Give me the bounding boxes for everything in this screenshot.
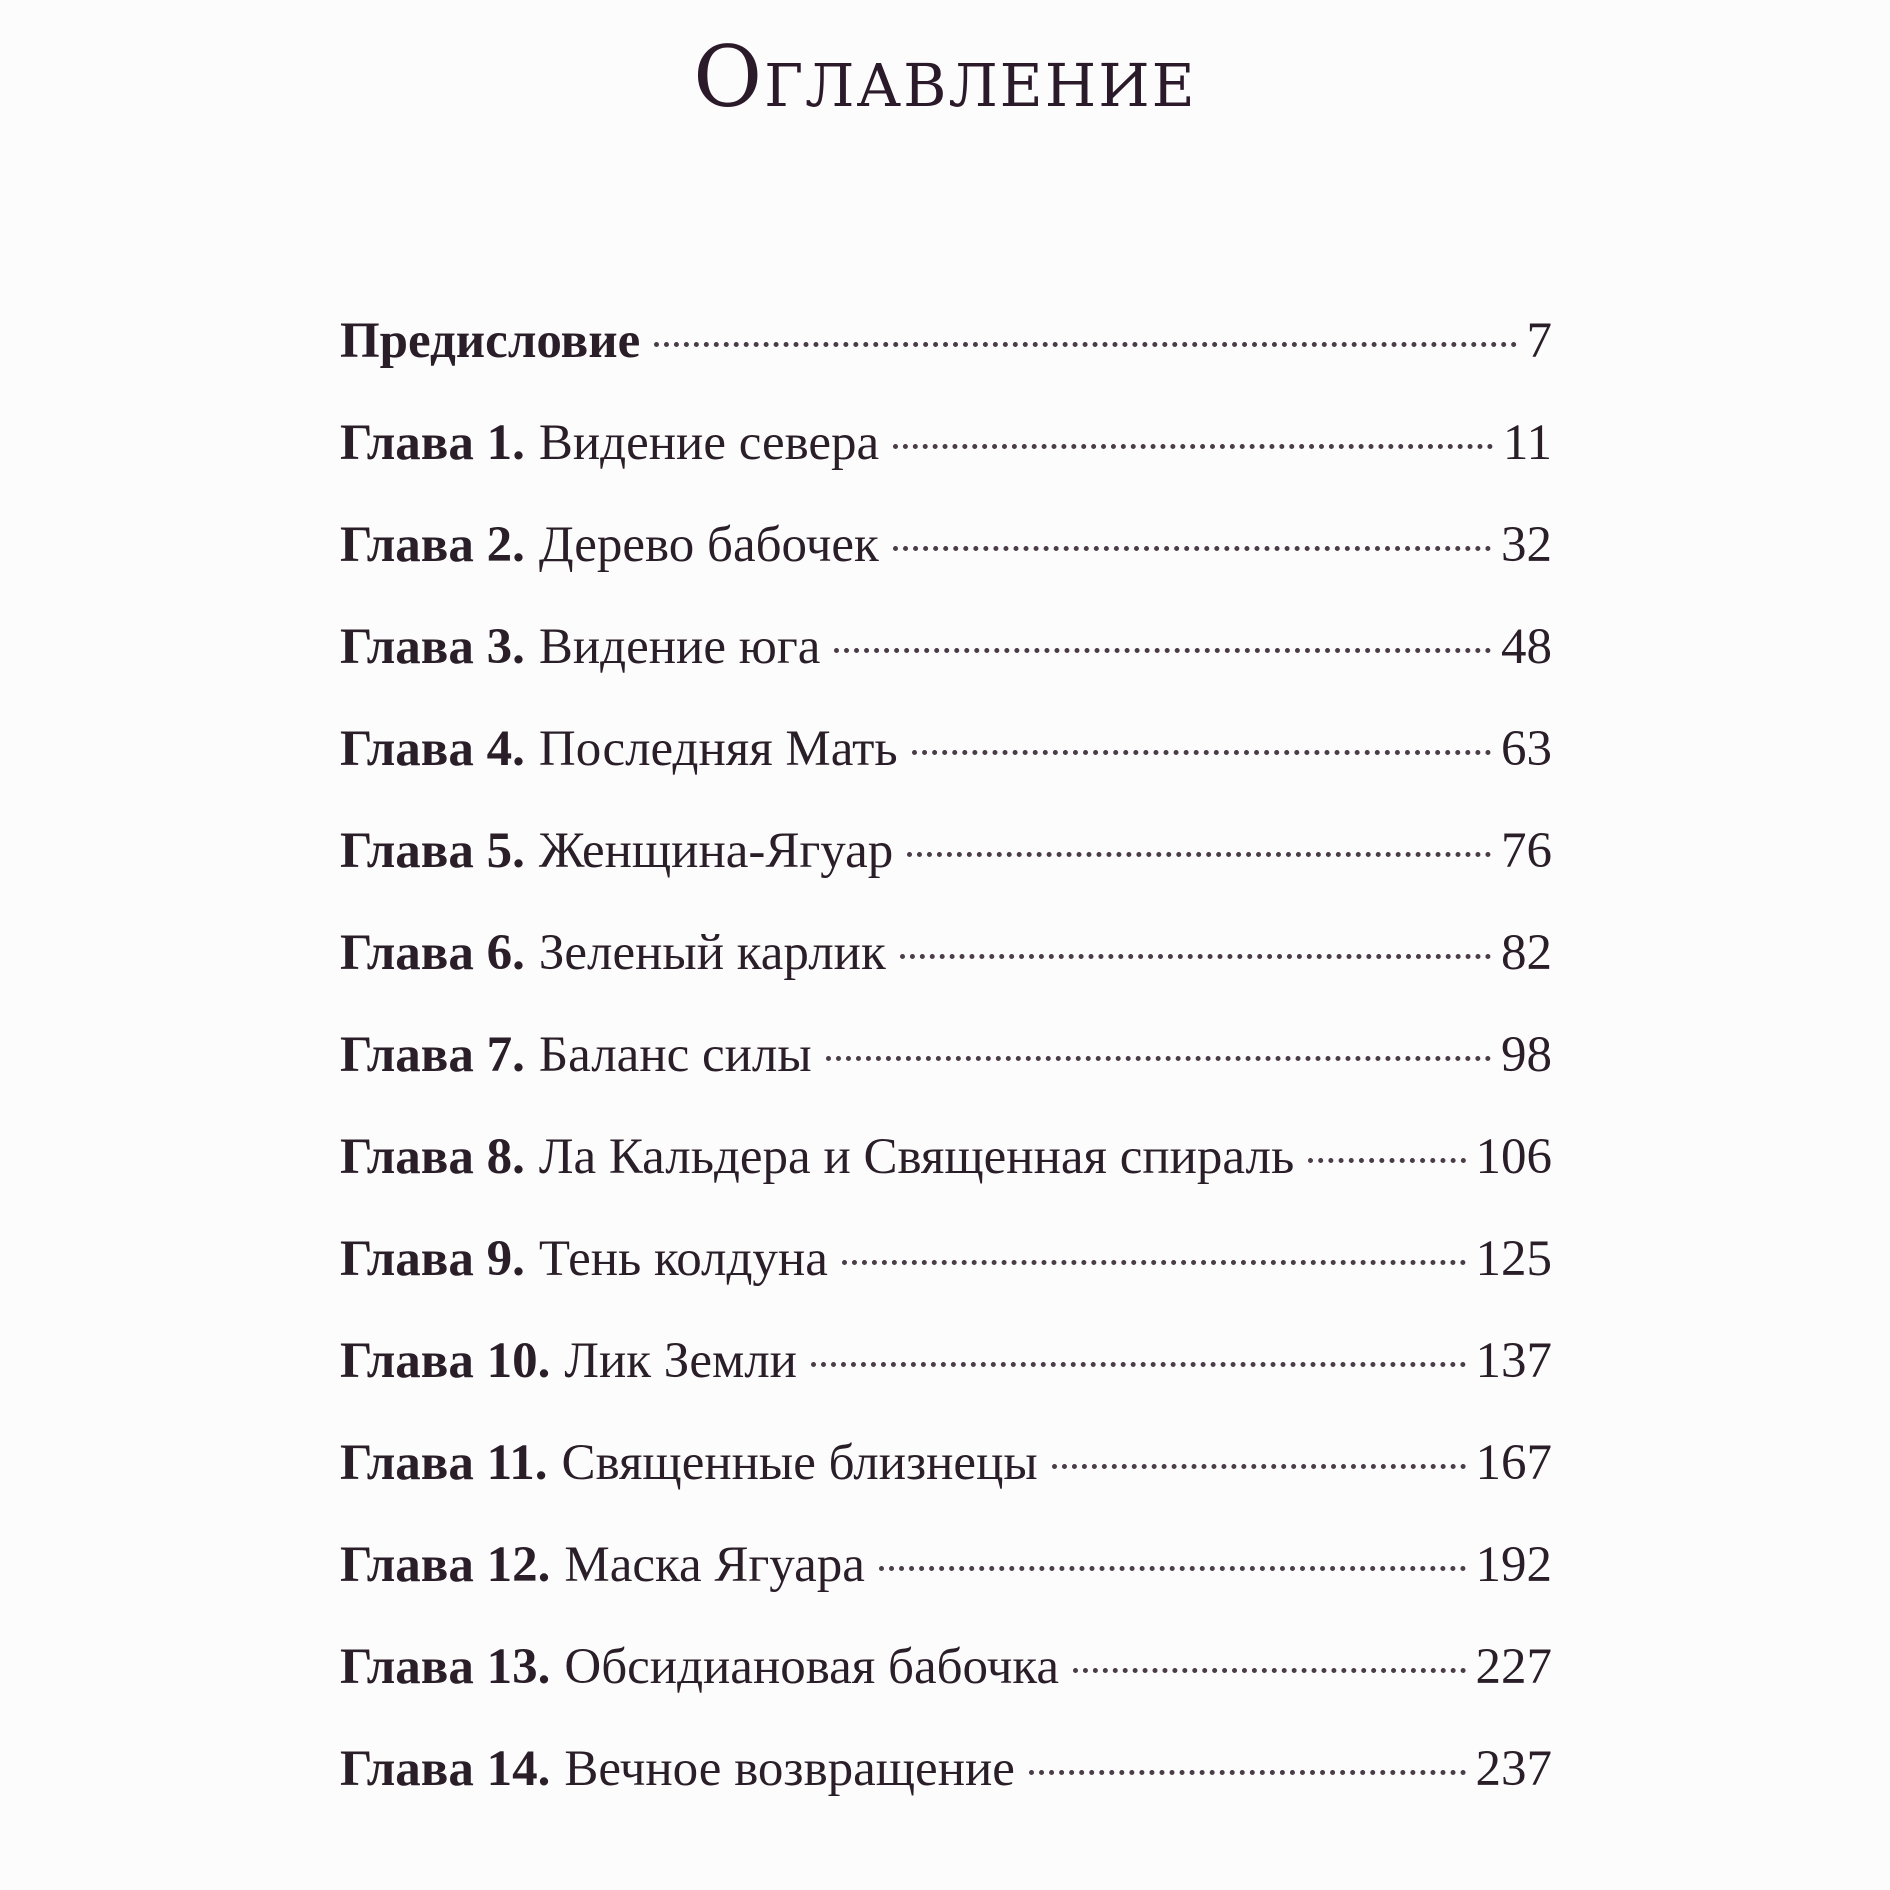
toc-entry-title: Вечное возвращение — [564, 1741, 1015, 1797]
toc-entry-title: Дерево бабочек — [538, 517, 879, 573]
toc-entry-label: Глава 4. — [340, 721, 525, 777]
toc-entry-chapter-11 — [340, 1434, 1552, 1536]
toc-entry-title: Последняя Мать — [538, 721, 898, 777]
toc-entry-chapter-10 — [340, 1332, 1552, 1434]
toc-entry-label: Предисловие — [340, 313, 641, 369]
toc-entry-label: Глава 5. — [340, 823, 525, 879]
toc-entry-chapter-8 — [340, 1128, 1552, 1230]
toc-entry-page: 98 — [1501, 1027, 1552, 1083]
dot-leader — [1029, 1770, 1466, 1775]
toc-entry-page: 7 — [1526, 313, 1552, 369]
toc-entry-chapter-5 — [340, 822, 1552, 924]
toc-entry-page: 137 — [1475, 1333, 1552, 1389]
dot-leader — [654, 342, 1516, 347]
dot-leader — [1052, 1464, 1466, 1469]
page-title: Оглавление — [693, 28, 1197, 126]
toc-entry-title: Видение юга — [538, 619, 821, 675]
dot-leader — [1308, 1158, 1465, 1163]
toc-entry-title: Зеленый карлик — [538, 925, 886, 981]
dot-leader — [893, 546, 1491, 551]
toc-entry-label: Глава 2. — [340, 517, 525, 573]
toc-entry-chapter-12 — [340, 1536, 1552, 1638]
toc-entry-title: Лик Земли — [564, 1333, 797, 1389]
toc-entry-page: 237 — [1475, 1741, 1552, 1797]
toc-entry-chapter-13 — [340, 1638, 1552, 1740]
toc-entry-page: 106 — [1475, 1129, 1552, 1185]
toc-entry-label: Глава 14. — [340, 1741, 551, 1797]
dot-leader — [826, 1056, 1491, 1061]
dot-leader — [893, 444, 1493, 449]
dot-leader — [907, 852, 1491, 857]
toc-entry-title: Священные близнецы — [561, 1435, 1038, 1491]
dot-leader — [1073, 1668, 1466, 1673]
toc-entry-label: Глава 7. — [340, 1027, 525, 1083]
toc-entry-title: Тень колдуна — [538, 1231, 828, 1287]
dot-leader — [879, 1566, 1466, 1571]
toc-entry-label: Глава 3. — [340, 619, 525, 675]
toc-entry-preface — [340, 312, 1552, 414]
toc-entry-page: 11 — [1502, 415, 1552, 471]
toc-entry-page: 227 — [1475, 1639, 1552, 1695]
toc-entry-label: Глава 6. — [340, 925, 525, 981]
toc-entry-title: Маска Ягуара — [564, 1537, 865, 1593]
toc-entry-label: Глава 13. — [340, 1639, 551, 1695]
toc-entry-label: Глава 1. — [340, 415, 525, 471]
toc-entry-page: 48 — [1501, 619, 1552, 675]
toc-entry-page: 192 — [1475, 1537, 1552, 1593]
toc-entry-label: Глава 10. — [340, 1333, 551, 1389]
dot-leader — [900, 954, 1491, 959]
dot-leader — [842, 1260, 1466, 1265]
table-of-contents — [340, 312, 1552, 1842]
toc-entry-chapter-6 — [340, 924, 1552, 1026]
toc-entry-page: 76 — [1501, 823, 1552, 879]
toc-entry-label: Глава 11. — [340, 1435, 548, 1491]
toc-entry-title: Видение севера — [538, 415, 880, 471]
toc-entry-page: 82 — [1501, 925, 1552, 981]
toc-entry-label: Глава 12. — [340, 1537, 551, 1593]
toc-entry-chapter-14 — [340, 1740, 1552, 1842]
toc-entry-chapter-1 — [340, 414, 1552, 516]
toc-entry-title: Баланс силы — [538, 1027, 812, 1083]
toc-entry-chapter-3 — [340, 618, 1552, 720]
toc-entry-label: Глава 8. — [340, 1129, 525, 1185]
toc-entry-chapter-9 — [340, 1230, 1552, 1332]
toc-entry-title: Ла Кальдера и Священная спираль — [538, 1129, 1295, 1185]
dot-leader — [834, 648, 1491, 653]
toc-entry-label: Глава 9. — [340, 1231, 525, 1287]
toc-entry-chapter-4 — [340, 720, 1552, 822]
dot-leader — [811, 1362, 1466, 1367]
dot-leader — [912, 750, 1491, 755]
toc-entry-page: 63 — [1501, 721, 1552, 777]
toc-entry-title: Женщина-Ягуар — [538, 823, 894, 879]
toc-entry-chapter-2 — [340, 516, 1552, 618]
toc-entry-title: Обсидиановая бабочка — [564, 1639, 1059, 1695]
toc-entry-page: 167 — [1475, 1435, 1552, 1491]
toc-entry-page: 32 — [1501, 517, 1552, 573]
toc-entry-chapter-7 — [340, 1026, 1552, 1128]
toc-entry-page: 125 — [1475, 1231, 1552, 1287]
